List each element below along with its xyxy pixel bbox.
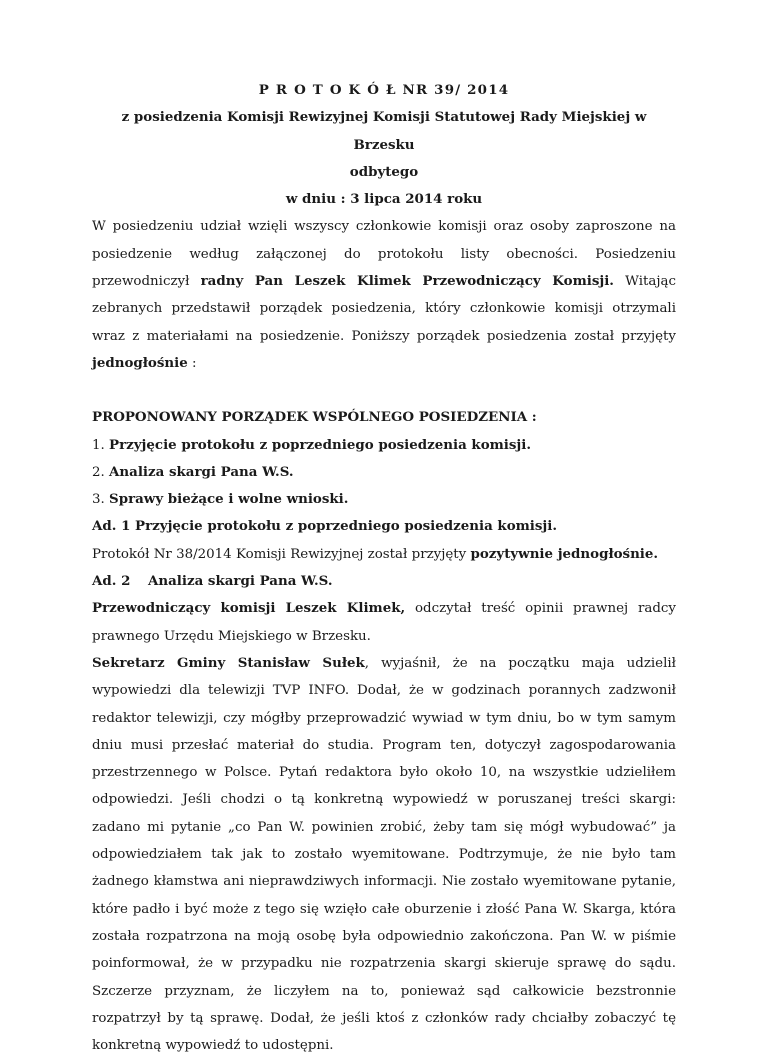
intro-text-1: W posiedzeniu udział wzięli wszyscy członkowie komisji oraz osoby zaproszone na posiedzenie według załączonej do protokołu listy obecności. Posiedzeniu przewodniczył <box>92 219 676 290</box>
ad2-heading-text: Analiza skargi Pana W.S. <box>148 573 333 590</box>
ad1-heading <box>92 513 676 540</box>
agenda-item-number: 3. <box>92 492 110 508</box>
ad2-secretary-paragraph <box>92 650 676 1059</box>
ad2-chair-paragraph <box>92 595 676 650</box>
ad2-chair-name: Przewodniczący komisji Leszek Klimek, <box>92 600 406 617</box>
agenda-item-number: 2. <box>92 464 110 480</box>
ad2-label: Ad. 2 <box>92 573 131 590</box>
intro-paragraph <box>92 213 676 377</box>
ad1-result: pozytywnie jednogłośnie. <box>470 545 659 562</box>
agenda-heading-text: PROPONOWANY PORZĄDEK WSPÓLNEGO POSIEDZENIA : <box>92 409 537 426</box>
ad1-text: Protokół Nr 38/2014 Komisji Rewizyjnej został przyjęty <box>92 546 471 562</box>
ad1-paragraph <box>92 541 676 568</box>
ad2-secretary-name: Sekretarz Gminy Stanisław Sułek <box>92 654 365 671</box>
protocol-date: w dniu : 3 lipca 2014 roku <box>285 191 483 208</box>
agenda-item-text: Analiza skargi Pana W.S. <box>109 463 294 480</box>
agenda-item <box>92 432 676 459</box>
spacer <box>92 377 676 404</box>
agenda-heading <box>92 404 676 431</box>
intro-chair: radny Pan Leszek Klimek Przewodniczący Komisji. <box>200 273 614 290</box>
ad2-heading <box>92 568 676 595</box>
intro-unanimous: jednogłośnie <box>92 354 188 371</box>
agenda-item <box>92 459 676 486</box>
protocol-title: P R O T O K Ó Ł NR 39/ 2014 <box>258 82 510 98</box>
agenda-item <box>92 486 676 513</box>
intro-text-2: Witając zebranych przedstawił porządek posiedzenia, który członkowie komisji otrzymali wraz z materiałami na posiedzenie. Poniższy porządek posiedzenia został przyjęty <box>92 274 676 344</box>
ad2-chair-text: odczytał treść opinii prawnej radcy prawnego Urzędu Miejskiego w Brzesku. <box>92 601 676 644</box>
protocol-subtitle: z posiedzenia Komisji Rewizyjnej Komisji Statutowej Rady Miejskiej w Brzesku <box>121 109 647 153</box>
intro-text-end: : <box>187 355 197 371</box>
agenda-item-text: Sprawy bieżące i wolne wnioski. <box>109 491 349 508</box>
agenda-item-number: 1. <box>92 437 110 453</box>
ad2-secretary-text: , wyjaśnił, że na początku maja udzielił wypowiedzi dla telewizji TVP INFO. Dodał, że w godzinach porannych zadzwonił redaktor telewizji, czy mógłby przeprowadzić wywiad w tym dniu, bo w tym samym dniu musi przesłać materiał do studia. Program ten, dotyczył zagospodarowania przestrzennego w Polsce. Pytań redaktora było około 10, na wszystkie udzieliłem odpowiedzi. Jeśli chodzi o tą konkretną wypowiedź w poruszanej treści skargi: zadano mi pytanie „co Pan W. powinien zrobić, żeby tam się mógł wybudować” ja odpowiedziałem tak jak to zostało wyemitowane. Podtrzymuje, że nie było tam żadnego kłamstwa ani nieprawdziwych informacji. Nie zostało wyemitowane pytanie, które padło i być może z tego się wzięło całe oburzenie i złość Pana W. Skarga, która została rozpatrzona na moją osobę była odpowiednio zakończona. Pan W. w piśmie poinformował, że w przypadku nie rozpatrzenia skargi skieruje sprawę do sądu. Szczerze przyznam, że liczyłem na to, ponieważ sąd całkowicie bezstronnie rozpatrzył by tą sprawę. Dodał, że jeśli ktoś z członków rady chciałby zobaczyć tę konkretną wypowiedź to udostępni. <box>92 655 676 1054</box>
protocol-held: odbytego <box>349 163 419 180</box>
ad1-heading-text: Ad. 1 Przyjęcie protokołu z poprzedniego posiedzenia komisji. <box>92 518 558 535</box>
agenda-item-text: Przyjęcie protokołu z poprzedniego posiedzenia komisji. <box>109 436 532 453</box>
